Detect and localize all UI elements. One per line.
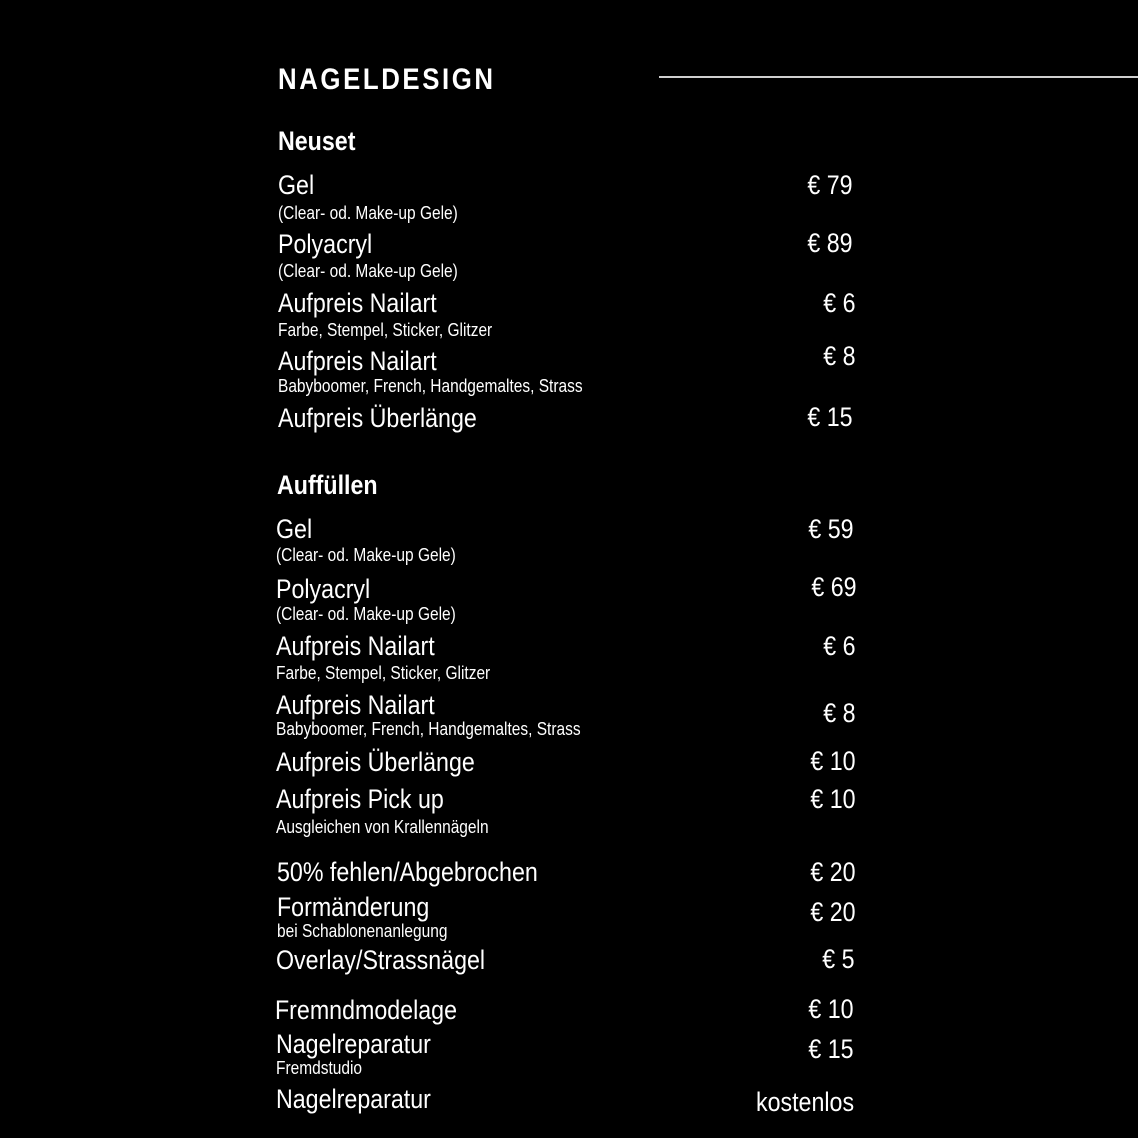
item-name: Formänderung [277, 892, 430, 922]
item-name: Nagelreparatur [276, 1084, 431, 1114]
item-price: € 59 [808, 514, 854, 544]
item-name: Aufpreis Nailart [278, 288, 437, 318]
item-sub: (Clear- od. Make-up Gele) [278, 203, 458, 223]
item-name: Overlay/Strassnägel [276, 945, 486, 975]
item-name: Aufpreis Nailart [276, 631, 435, 661]
item-name: 50% fehlen/Abgebrochen [277, 857, 538, 887]
section-heading-neuset: Neuset [278, 126, 356, 156]
item-price: € 5 [822, 944, 855, 974]
item-sub: Babyboomer, French, Handgemaltes, Strass [276, 719, 581, 739]
item-price: € 10 [808, 994, 854, 1024]
item-name: Aufpreis Überlänge [276, 747, 475, 777]
section-heading-auffuellen: Auffüllen [277, 470, 378, 500]
item-name: Nagelreparatur [276, 1029, 431, 1059]
item-price: € 15 [808, 1034, 854, 1064]
item-sub: (Clear- od. Make-up Gele) [276, 604, 456, 624]
item-price: € 6 [823, 288, 856, 318]
item-price: € 20 [810, 857, 856, 887]
item-price: € 69 [811, 572, 857, 602]
item-name: Polyacryl [276, 574, 371, 604]
item-name: Aufpreis Nailart [278, 346, 437, 376]
item-price: kostenlos [755, 1087, 854, 1117]
item-price: € 8 [823, 698, 856, 728]
item-price: € 10 [810, 784, 856, 814]
item-name: Polyacryl [278, 229, 373, 259]
item-name: Fremndmodelage [275, 995, 457, 1025]
item-sub: Farbe, Stempel, Sticker, Glitzer [278, 320, 493, 340]
item-price: € 8 [823, 341, 856, 371]
item-name: Aufpreis Pick up [276, 784, 444, 814]
item-name: Aufpreis Nailart [276, 690, 435, 720]
item-sub: bei Schablonenanlegung [277, 921, 448, 941]
item-name: Aufpreis Überlänge [278, 403, 477, 433]
item-sub: Babyboomer, French, Handgemaltes, Strass [278, 376, 583, 396]
item-price: € 15 [807, 402, 853, 432]
item-name: Gel [276, 514, 313, 544]
page-title: NAGELDESIGN [278, 63, 496, 96]
item-price: € 6 [823, 631, 856, 661]
item-price: € 20 [810, 897, 856, 927]
item-sub: Fremdstudio [276, 1058, 363, 1078]
item-sub: Ausgleichen von Krallennägeln [276, 817, 489, 837]
item-sub: Farbe, Stempel, Sticker, Glitzer [276, 663, 491, 683]
item-price: € 79 [807, 170, 853, 200]
title-rule [659, 76, 1138, 78]
item-price: € 10 [810, 746, 856, 776]
item-name: Gel [278, 170, 315, 200]
item-price: € 89 [807, 228, 853, 258]
item-sub: (Clear- od. Make-up Gele) [278, 261, 458, 281]
item-sub: (Clear- od. Make-up Gele) [276, 545, 456, 565]
